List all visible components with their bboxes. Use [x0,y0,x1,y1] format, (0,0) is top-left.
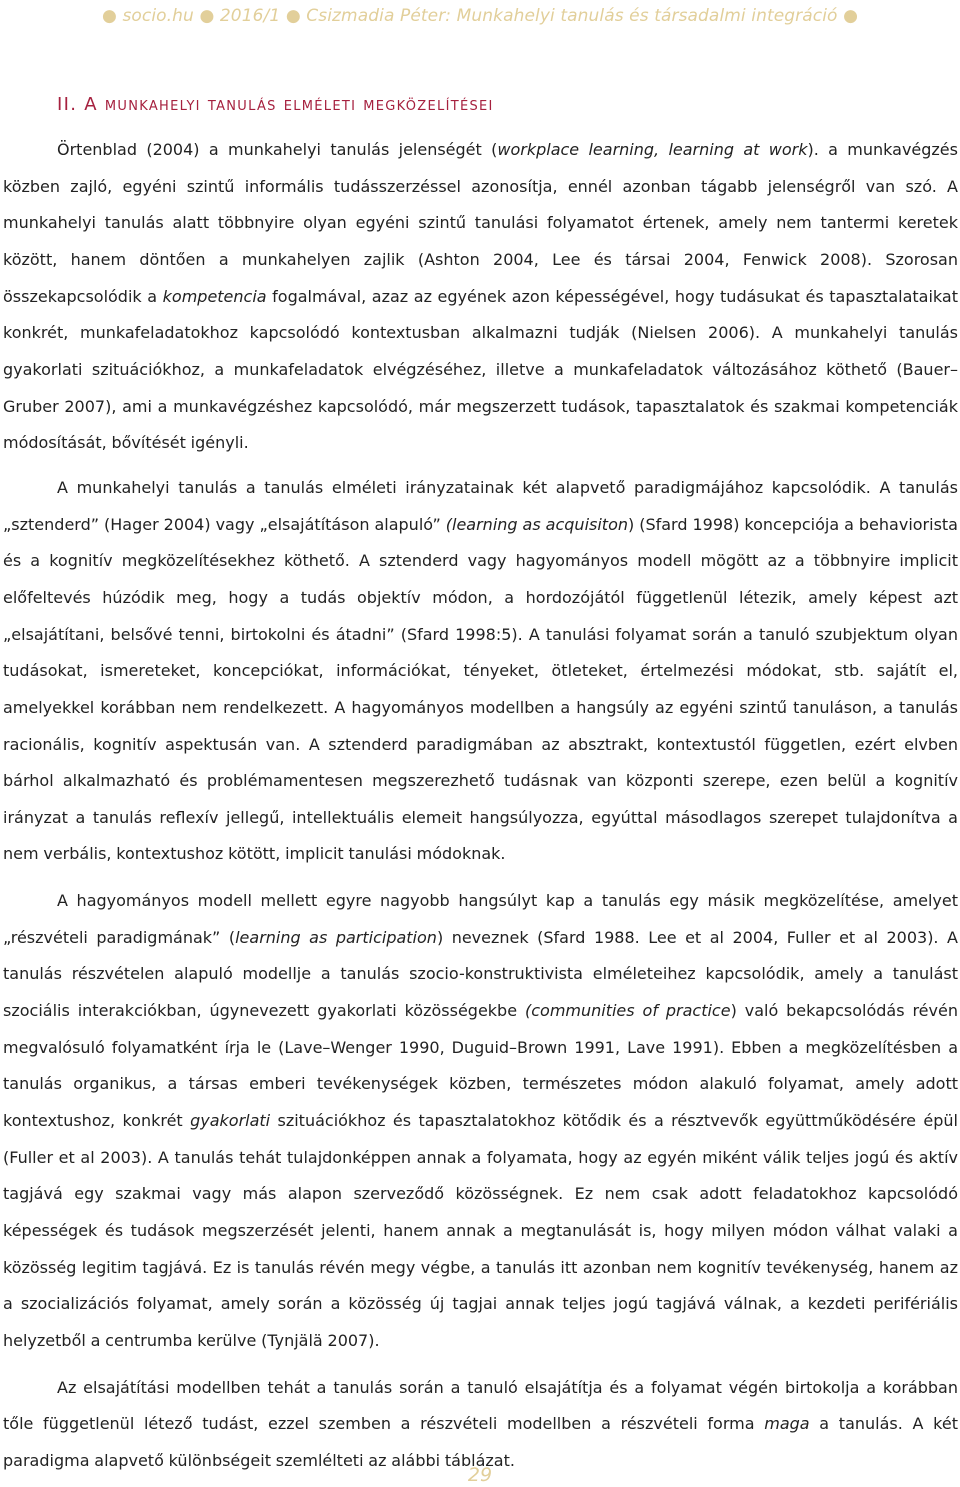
bullet-icon: ● [285,6,301,26]
italic-term: learning as participation [235,927,437,947]
italic-term: gyakorlati [190,1111,271,1131]
text-run: fogalmával, azaz az egyének azon képességével, hogy tudásukat és tapasztalataikat konkrét, munkafeladatokhoz kapcsolódó kontextusban alkalmazni tudják (Nielsen 2006). A munkahelyi tanulás gyakorlati szituációkhoz, a munkafeladatok elvégzéséhez, illetve a munkafeladatok változásához köthető (Bauer–Gruber 2007), ami a munkavégzéshez kapcsolódó, már megszerzett tudások, tapasztalatok és szakmai kompetenciák módosítását, bővítését igényli. [3,286,958,453]
text-run: ) (Sfard 1998) koncepciója a behaviorista és a kognitív megközelítésekhez köthető. A sztenderd vagy hagyományos modell mögött az a többnyire implicit előfeltevés húzódik meg, hogy a tudás objektív módon, a hordozójától függetlenül létezik, amely képest azt „elsajátítani, belsővé tenni, birtokolni és átadni” (Sfard 1998:5). A tanulási folyamat során a tanuló szubjektum olyan tudásokat, ismereteket, koncepciókat, információkat, tényeket, ötleteket, értelmezési módokat, stb. sajátít el, amelyekkel korábban nem rendelkezett. A hagyományos modellben a hangsúly az egyéni szintű tanuláson, a tanulás racionális, kognitív aspektusán van. A sztenderd paradigmában az absztrakt, kontextustól független, ezért elvben bárhol alkalmazható és problémamentesen megszerezhető tudásnak van központi szerepe, ezen belül a kognitív irányzat a tanulás reflexív jellegű, intellektuális elemeit hangsúlyozza, egyúttal másodlagos szerepet tulajdonítva a nem verbális, kontextushoz kötött, implicit tanulási módoknak. [3,514,958,864]
italic-term: maga [764,1414,810,1434]
text-run: A hagyományos modell mellett egyre nagyobb hangsúlyt kap a tanulás egy másik megközelítése, amelyet „részvételi paradigmának” ( [3,891,958,947]
text-run: A munkahelyi tanulás a tanulás elméleti irányzatainak két alapvető paradigmájához kapcsolódik. A tanulás „sztenderd” (Hager 2004) vagy „elsajátításon alapuló” [3,477,958,534]
italic-term: kompetencia [162,286,267,306]
italic-term: (communities of practice [524,1001,731,1021]
text-run: Az elsajátítási modellben tehát a tanulás során a tanuló elsajátítja és a folyamat végén birtokolja a korábban tőle függetlenül létező tudást, ezzel szemben a részvételi modellben a részvételi forma [3,1377,958,1434]
paragraph-3 [3,883,958,1360]
text-run: szituációkhoz és tapasztalatokhoz kötődik és a résztvevők együttműködésére épül (Fuller et al 2003). A tanulás tehát tulajdonképpen annak a folyamata, hogy az egyén miként válik teljes jogú és aktív tagjává egy szakmai vagy más alapon szerveződő közösségnek. Ez nem csak adott feladatokhoz kapcsolódó képességek és tudások megszerzését jelenti, hanem annak a megtanulását is, hogy milyen módon válhat valaki a közösség legitim tagjává. Ez is tanulás révén megy végbe, a tanulás itt azonban nem kognitív tevékenység, hanem az a szocializációs folyamat, amely során a közösség új tagjai annak teljes jogú tagjává válnak, a kezdeti perifériális helyzetből a centrumba kerülve (Tynjälä 2007). [3,1111,958,1350]
page-number: 29 [467,1464,493,1486]
bullet-icon: ● [843,6,859,26]
text-run: Örtenblad (2004) a munkahelyi tanulás jelenségét ( [57,140,498,159]
header-site: socio.hu [122,6,194,26]
bullet-icon: ● [101,6,117,26]
italic-term: (learning as acquisiton [445,514,628,534]
running-header [0,6,960,26]
text-run: ) való bekapcsolódás révén megvalósuló folyamatként írja le (Lave–Wenger 1990, Duguid–Brown 1991, Lave 1991). Ebben a megközelítésben a tanulás organikus, a társas emberi tevékenységek közben, természetes módon alakuló folyamat, amely adott kontextushoz, konkrét [3,1001,958,1131]
section-heading: II. A munkahelyi tanulás elméleti megközelítései [57,94,494,115]
paragraph-2 [3,470,958,873]
italic-term: workplace learning, learning at work [497,140,808,159]
text-run: ) neveznek (Sfard 1988. Lee et al 2004, Fuller et al 2003). A tanulás részvételen alapuló modellje a tanulás szocio-konstruktivista elméleteihez kapcsolódik, amely a tanulást szociális interakciókban, úgynevezett gyakorlati közösségekbe [3,927,958,1021]
text-run: ). a munkavégzés közben zajló, egyéni szintű informális tudásszerzéssel azonosítja, ennél azonban tágabb jelenségről van szó. A munkahelyi tanulás alatt többnyire olyan egyéni szintű tanulási folyamatot értenek, amely nem tantermi keretek között, hanem döntően a munkahelyen zajlik (Ashton 2004, Lee és társai 2004, Fenwick 2008). Szorosan összekapcsolódik a [3,140,958,306]
paragraph-1 [3,132,958,462]
header-issue: 2016/1 [219,6,281,26]
header-article-title: Csizmadia Péter: Munkahelyi tanulás és társadalmi integráció [306,6,838,26]
body-text [3,132,958,1480]
text-run: a tanulás. A két paradigma alapvető különbségeit szemlélteti az alábbi táblázat. [3,1414,958,1470]
bullet-icon: ● [199,6,215,26]
